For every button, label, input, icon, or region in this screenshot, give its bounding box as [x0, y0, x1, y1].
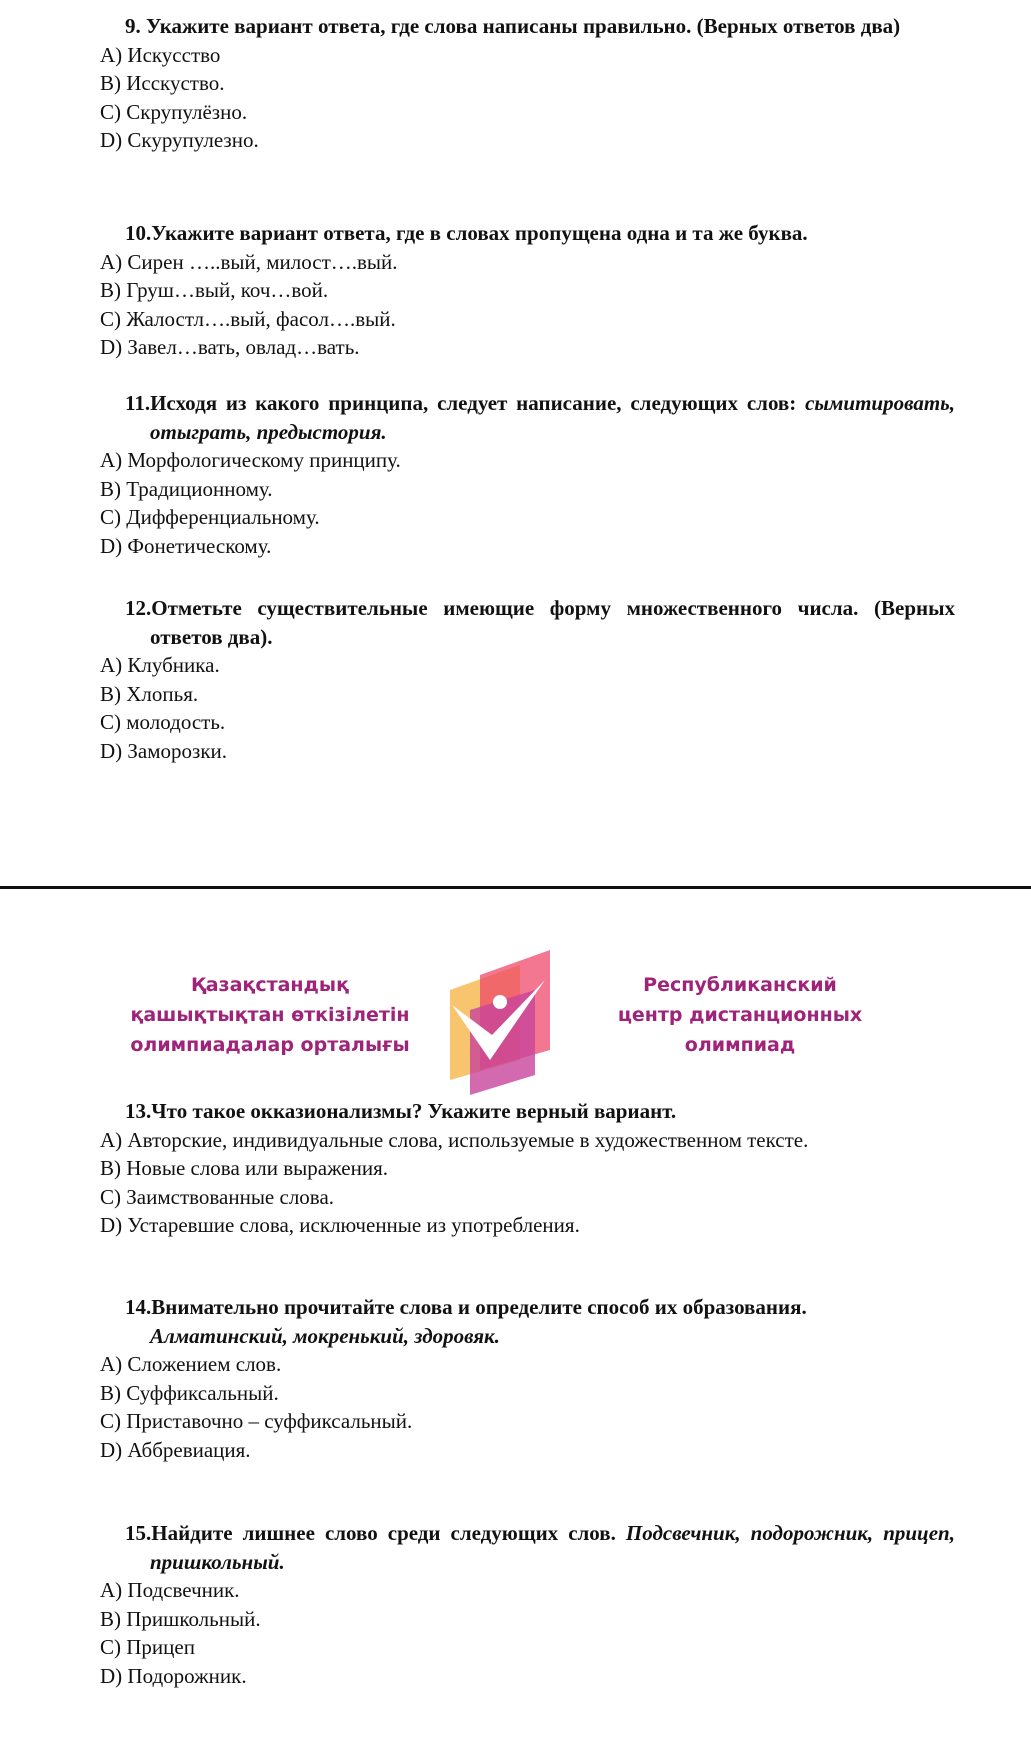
- option-d: D) Завел…вать, овлад…вать.: [100, 335, 360, 359]
- question-title-text: 11.Исходя из какого принципа, следует написание, следующих слов:: [125, 391, 797, 415]
- question-15: [100, 1519, 955, 1690]
- page-divider: [0, 886, 1031, 889]
- logo-text-russian: [600, 970, 880, 1060]
- question-title-words: сымитировать, отыграть, предыстория.: [150, 391, 956, 444]
- option-d: D) Фонетическому.: [100, 533, 272, 558]
- question-12: [100, 594, 955, 765]
- option-b: B) Новые слова или выражения.: [100, 1156, 389, 1180]
- question-10: [100, 219, 955, 362]
- option-a: A) Подсвечник.: [100, 1578, 240, 1602]
- logo-text-kazakh: [120, 970, 420, 1060]
- option-a: A) Клубника.: [100, 653, 220, 677]
- option-b: B) Хлопья.: [100, 681, 199, 706]
- logo-line: центр дистанционных: [617, 1004, 863, 1026]
- option-d: D) Подорожник.: [100, 1663, 247, 1688]
- logo-line: қашықтықтан өткізілетін: [130, 1004, 410, 1026]
- question-9: [100, 12, 955, 155]
- question-title: 9. Укажите вариант ответа, где слова написаны правильно. (Верных ответов два): [125, 14, 901, 38]
- logo-line: Қазақстандық: [191, 974, 349, 996]
- question-13: [100, 1097, 955, 1240]
- question-11: [100, 389, 955, 560]
- option-d: D) Скурупулезно.: [100, 128, 259, 152]
- option-d: D) Устаревшие слова, исключенные из употребления.: [100, 1213, 580, 1237]
- question-title: 12.Отметьте существительные имеющие форму множественного числа. (Верных ответов два).: [125, 596, 955, 649]
- question-14: [100, 1293, 955, 1464]
- option-a: A) Авторские, индивидуальные слова, используемые в художественном тексте.: [100, 1127, 809, 1152]
- option-b: B) Традиционному.: [100, 476, 273, 501]
- option-c: C) Приставочно – суффиксальный.: [100, 1409, 413, 1433]
- option-c: C) Заимствованные слова.: [100, 1184, 335, 1209]
- option-d: D) Заморозки.: [100, 738, 228, 763]
- option-c: C) молодость.: [100, 710, 226, 734]
- option-a: A) Искусство: [100, 42, 221, 67]
- option-b: B) Пришкольный.: [100, 1606, 261, 1631]
- question-title: [0, 1519, 955, 1576]
- question-title: [0, 389, 955, 446]
- question-title-text: 15.Найдите лишнее слово среди следующих слов.: [125, 1521, 616, 1545]
- olympiad-logo-icon: [440, 950, 560, 1095]
- question-words: Алматинский, мокренький, здоровяк.: [150, 1323, 500, 1348]
- option-b: B) Суффиксальный.: [100, 1380, 279, 1405]
- question-title: 14.Внимательно прочитайте слова и определите способ их образования.: [125, 1295, 807, 1319]
- question-title: 10.Укажите вариант ответа, где в словах пропущена одна и та же буква.: [125, 221, 808, 245]
- option-c: C) Дифференциальному.: [100, 505, 320, 529]
- option-c: C) Скрупулёзно.: [100, 99, 248, 124]
- question-title-words: Подсвечник, подорожник, прицеп, пришкольный.: [150, 1521, 955, 1574]
- option-c: C) Жалостл….вый, фасол….вый.: [100, 306, 396, 331]
- option-d: D) Аббревиация.: [100, 1437, 251, 1462]
- option-c: C) Прицеп: [100, 1635, 195, 1659]
- question-title: 13.Что такое окказионализмы? Укажите верный вариант.: [125, 1099, 677, 1123]
- logo-line: Республиканский: [643, 974, 837, 996]
- logo-line: олимпиадалар орталығы: [130, 1034, 410, 1056]
- option-a: A) Сирен …..вый, милост….вый.: [100, 249, 398, 274]
- option-b: B) Груш…вый, коч…вой.: [100, 278, 329, 302]
- option-a: A) Сложением слов.: [100, 1352, 282, 1376]
- option-a: A) Морфологическому принципу.: [100, 448, 401, 472]
- option-b: B) Исскуство.: [100, 71, 225, 95]
- logo-line: олимпиад: [684, 1034, 796, 1056]
